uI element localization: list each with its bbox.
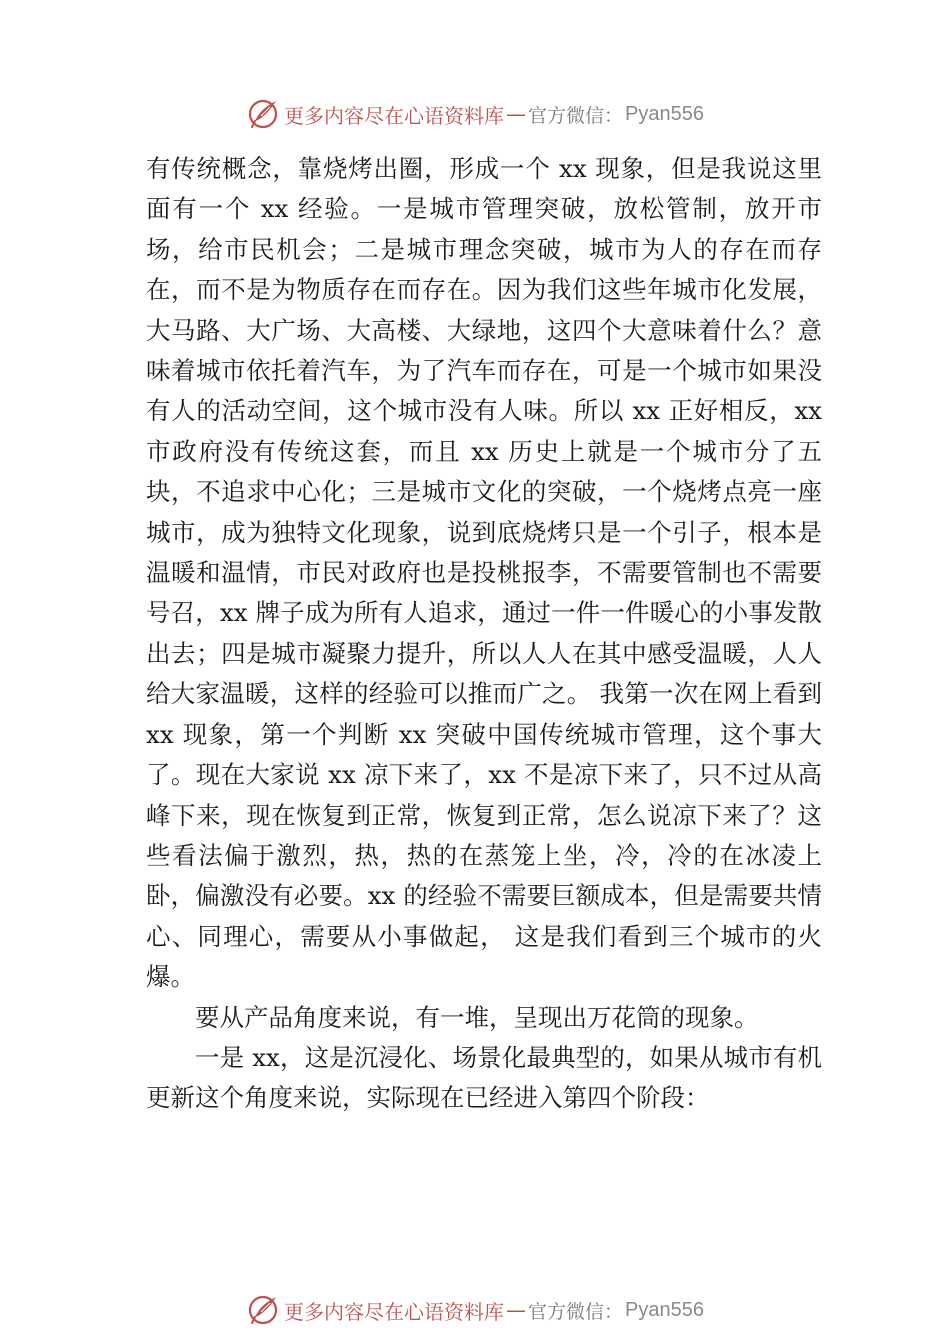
body-paragraph-1: 有传统概念，靠烧烤出圈，形成一个 xx 现象，但是我说这里面有一个 xx 经验。一是城市管理突破，放松管制，放开市场，给市民机会；二是城市理念突破，城市为人的存在而存在，而不是为物质存在而存在。因为我们这些年城市化发展，大马路、大广场、大高楼、大绿地，这四个大意味着什么？意味着城市依托着汽车，为了汽车而存在，可是一个城市如果没有人的活动空间，这个城市没有人味。所以 xx 正好相反，xx 市政府没有传统这套，而且 xx 历史上就是一个城市分了五块，不追求中心化；三是城市文化的突破，一个烧烤点亮一座城市，成为独特文化现象，说到底烧烤只是一个引子，根本是温暖和温情，市民对政府也是投桃报李，不需要管制也不需要号召，xx 牌子成为所有人追求，通过一件一件暖心的小事发散出去；四是城市凝聚力提升，所以人人在其中感受温暖，人人给大家温暖，这样的经验可以推而广之。 我第一次在网上看到 xx 现象，第一个判断 xx 突破中国传统城市管理，这个事大了。现在大家说 xx 凉下来了，xx 不是凉下来了，只不过从高峰下来，现在恢复到正常，恢复到正常，怎么说凉下来了？这些看法偏于激烈，热，热的在蒸笼上坐，冷，冷的在冰凌上卧，偏激没有必要。xx 的经验不需要巨额成本，但是需要共情心、同理心，需要从小事做起， 这是我们看到三个城市的火爆。 <box>146 154 822 992</box>
quill-logo-icon <box>246 1293 280 1327</box>
header-banner <box>0 94 950 134</box>
footer-banner <box>0 1290 950 1330</box>
header-official-label: 官方微信： <box>528 104 624 127</box>
footer-wechat-id: Pyan556 <box>625 1298 704 1321</box>
document-body <box>146 149 822 1119</box>
footer-official-label: 官方微信： <box>528 1300 624 1323</box>
header-brand-text: 更多内容尽在心语资料库 <box>284 103 504 128</box>
header-dash: — <box>506 102 526 126</box>
footer-brand-text: 更多内容尽在心语资料库 <box>284 1299 504 1324</box>
body-paragraph-3: 一是 xx，这是沉浸化、场景化最典型的，如果从城市有机更新这个角度来说，实际现在已经进入第四个阶段： <box>146 1042 822 1113</box>
body-paragraph-2: 要从产品角度来说，有一堆，呈现出万花筒的现象。 <box>195 1002 759 1032</box>
header-wechat-id: Pyan556 <box>625 102 704 125</box>
footer-dash: — <box>506 1298 526 1322</box>
quill-logo-icon <box>246 97 280 131</box>
